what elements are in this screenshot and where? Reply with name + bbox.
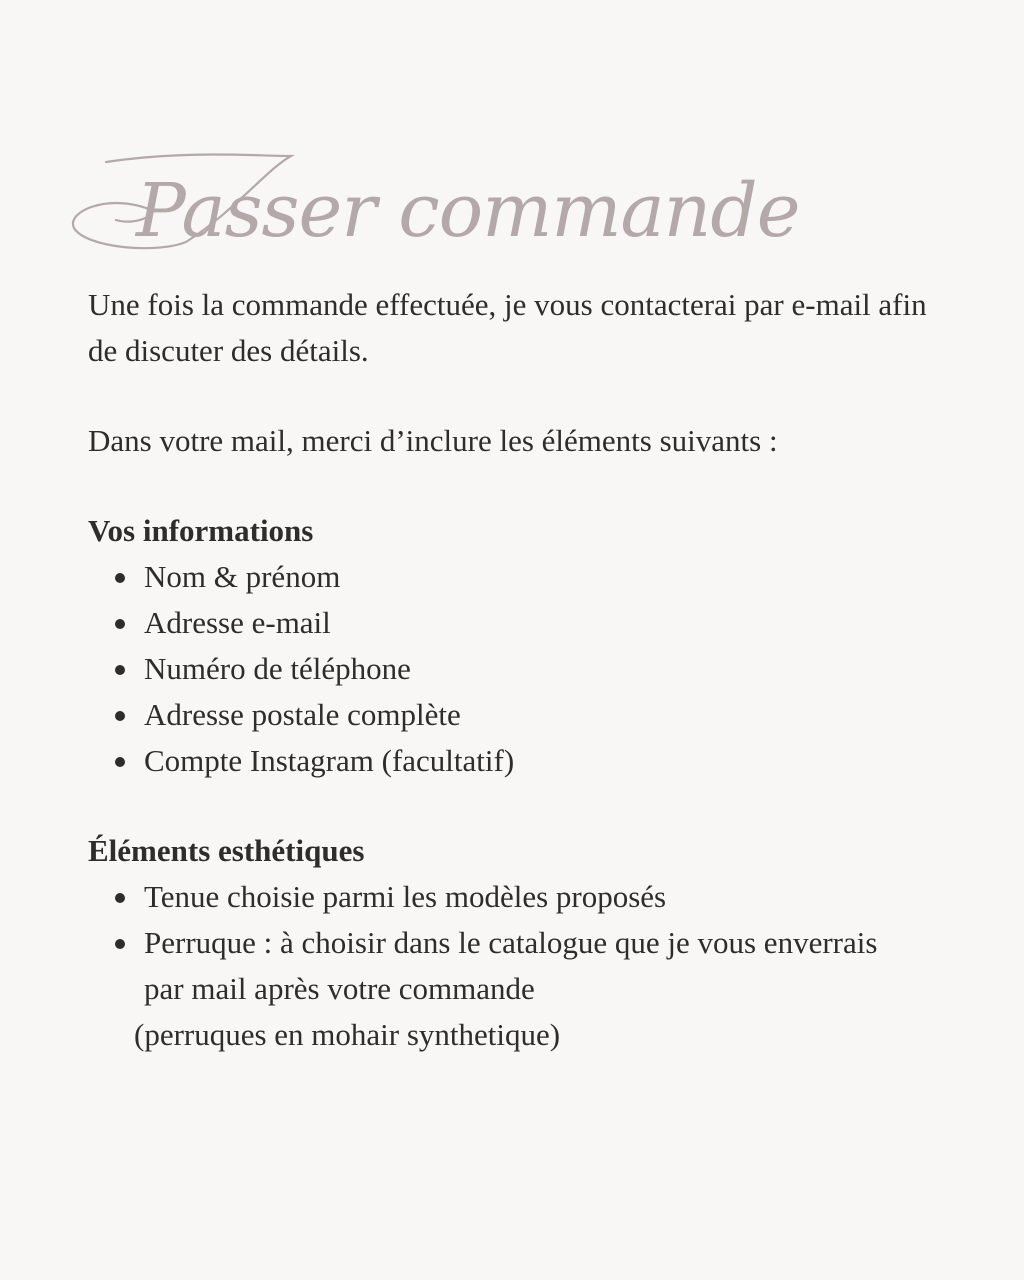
bullet-icon	[115, 619, 125, 629]
section-elements-esthetiques	[88, 828, 958, 1058]
list-item	[88, 920, 904, 1012]
script-title-graphic	[66, 150, 800, 254]
section-heading-aesthetic: Éléments esthétiques	[88, 833, 365, 868]
list-item-label: Adresse e-mail	[144, 605, 331, 640]
list-item	[88, 554, 958, 600]
page-title-text: Passer commande	[136, 168, 800, 254]
bullet-icon	[115, 711, 125, 721]
list-item	[88, 646, 958, 692]
bullet-icon	[115, 757, 125, 767]
bullet-icon	[115, 893, 125, 903]
bullet-icon	[115, 573, 125, 583]
bullet-icon	[115, 665, 125, 675]
list-item	[88, 600, 958, 646]
list-item-label: Tenue choisie parmi les modèles proposés	[144, 879, 667, 914]
list-item-label: Nom & prénom	[144, 559, 341, 594]
section-heading-info: Vos informations	[88, 513, 314, 548]
info-list	[88, 554, 958, 784]
list-item-label: Perruque : à choisir dans le catalogue que je vous enverrais par mail après votre commande	[144, 925, 878, 1006]
page-title	[66, 150, 800, 254]
list-item	[88, 738, 958, 784]
list-item-label: Adresse postale complète	[144, 697, 461, 732]
aesthetic-list	[88, 874, 958, 1012]
main-content	[88, 282, 958, 1058]
section-vos-informations	[88, 508, 958, 784]
list-item	[88, 692, 958, 738]
list-item	[88, 874, 958, 920]
list-item-label: Numéro de téléphone	[144, 651, 411, 686]
intro-paragraph: Une fois la commande effectuée, je vous contacterai par e-mail afin de discuter des détails.	[88, 287, 927, 368]
wig-note: (perruques en mohair synthetique)	[134, 1017, 561, 1052]
instruction-paragraph: Dans votre mail, merci d’inclure les éléments suivants :	[88, 423, 778, 458]
list-item-label: Compte Instagram (facultatif)	[144, 743, 515, 778]
bullet-icon	[115, 939, 125, 949]
